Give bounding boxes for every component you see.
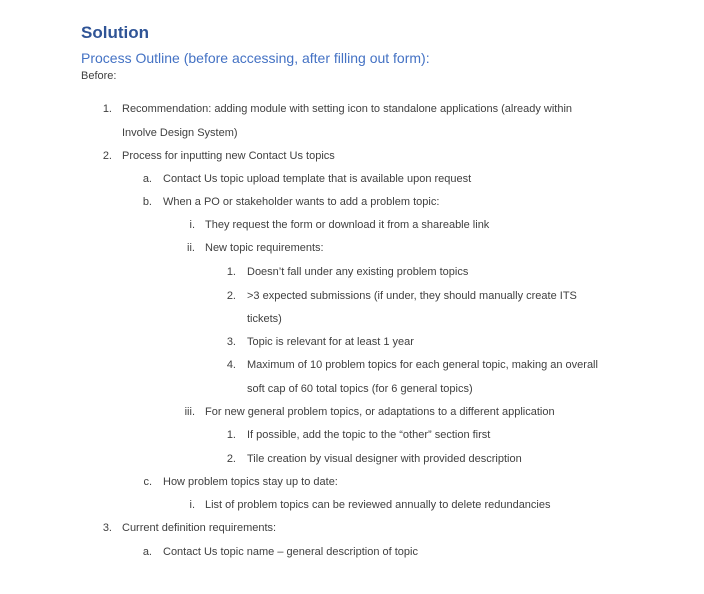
subheading-process-outline: Process Outline (before accessing, after filling out form): [81,50,430,66]
list-item-continuation: tickets) [247,313,282,325]
list-item-continuation: Involve Design System) [122,127,238,139]
list-item: If possible, add the topic to the “other” section first [247,429,491,441]
list-item: Maximum of 10 problem topics for each general topic, making an overall [247,359,598,371]
list-marker: 1. [102,103,112,115]
list-marker: 1. [226,266,236,278]
list-item: Process for inputting new Contact Us topics [122,150,335,162]
list-item: >3 expected submissions (if under, they should manually create ITS [247,290,577,302]
list-item: For new general problem topics, or adaptations to a different application [205,406,555,418]
list-item: New topic requirements: [205,242,324,254]
before-label: Before: [81,70,117,82]
list-item: When a PO or stakeholder wants to add a problem topic: [163,196,440,208]
list-marker: c. [143,476,152,488]
list-marker: i. [189,219,195,231]
list-marker: 2. [102,150,112,162]
list-marker: 3. [226,336,236,348]
list-marker: a. [142,173,152,185]
list-marker: b. [142,196,152,208]
list-marker: 3. [102,522,112,534]
list-marker: 2. [226,290,236,302]
list-marker: 4. [226,359,236,371]
list-marker: ii. [187,242,195,254]
list-item: Contact Us topic name – general description of topic [163,546,418,558]
list-item: Contact Us topic upload template that is available upon request [163,173,472,185]
list-item: They request the form or download it from a shareable link [205,219,490,231]
list-marker: iii. [184,406,195,418]
list-item: How problem topics stay up to date: [163,476,338,488]
heading-solution: Solution [81,23,149,42]
list-item: Topic is relevant for at least 1 year [247,336,414,348]
list-item: Recommendation: adding module with setting icon to standalone applications (already within [122,103,573,115]
list-item: Tile creation by visual designer with provided description [247,453,522,465]
list-item-continuation: soft cap of 60 total topics (for 6 general topics) [247,383,473,395]
list-marker: i. [189,499,195,511]
list-marker: 2. [226,453,236,465]
list-marker: a. [142,546,152,558]
list-item: List of problem topics can be reviewed annually to delete redundancies [205,499,551,511]
list-item: Doesn’t fall under any existing problem topics [247,266,469,278]
list-item: Current definition requirements: [122,522,277,534]
list-marker: 1. [226,429,236,441]
